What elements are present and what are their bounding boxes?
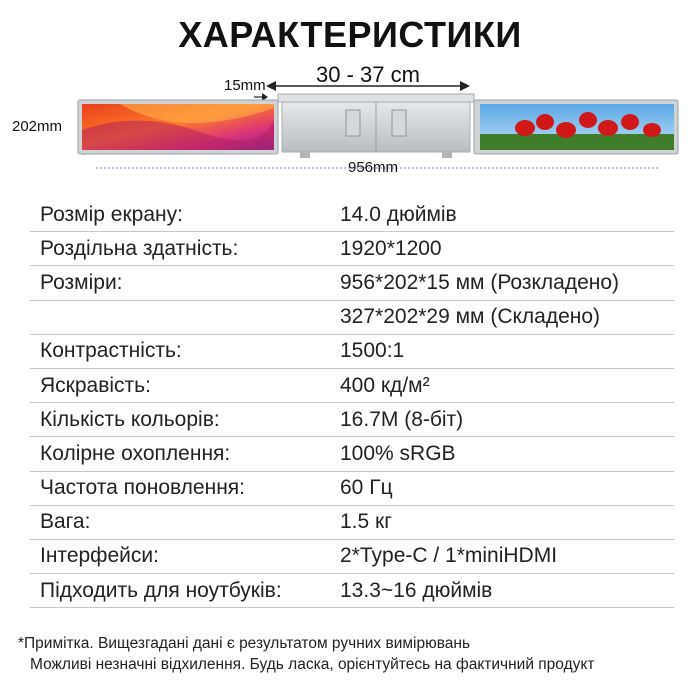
spec-label: Колірне охоплення: — [40, 441, 231, 465]
spec-row — [30, 506, 674, 540]
spec-label: Інтерфейси: — [40, 544, 159, 568]
spec-value: 60 Гц — [340, 476, 393, 500]
spec-row — [30, 472, 674, 506]
spec-value: 1500:1 — [340, 339, 405, 363]
spec-value: 327*202*29 мм (Складено) — [340, 305, 601, 329]
spec-row — [30, 232, 674, 266]
spec-row — [30, 335, 674, 369]
spec-value: 400 кд/м² — [340, 373, 430, 397]
spec-value: 1.5 кг — [340, 510, 392, 534]
depth-label: 15mm — [224, 77, 266, 94]
spec-row — [30, 369, 674, 403]
spec-row — [30, 301, 674, 335]
spec-row — [30, 198, 674, 232]
product-dimension-diagram — [0, 60, 700, 185]
total-width-label: 956mm — [347, 159, 399, 176]
spec-row — [30, 266, 674, 300]
footnote-line-1: *Примітка. Вищезгадані дані є результатом ручних вимірювань — [18, 635, 471, 652]
spec-label: Вага: — [40, 510, 91, 534]
center-hinge — [278, 94, 474, 158]
right-screen — [474, 100, 678, 154]
page-title: ХАРАКТЕРИСТИКИ — [178, 14, 522, 55]
spec-label: Кількість кольорів: — [40, 407, 220, 431]
spec-label: Розмір екрану: — [40, 202, 183, 226]
height-label: 202mm — [12, 118, 63, 135]
footnote — [18, 633, 688, 675]
spec-value: 16.7M (8-біт) — [340, 407, 464, 431]
spec-label: Яскравість: — [40, 373, 151, 397]
spec-row — [30, 574, 674, 608]
spec-value: 13.3~16 дюймів — [340, 578, 493, 602]
spec-label: Розміри: — [40, 270, 123, 294]
spec-row — [30, 403, 674, 437]
spec-label: Підходить для ноутбуків: — [40, 578, 282, 602]
spec-row — [30, 437, 674, 471]
spec-value: 14.0 дюймів — [340, 202, 457, 226]
specifications-table — [30, 198, 674, 608]
footnote-line-2: Можливі незначні відхилення. Будь ласка, орієнтуйтесь на фактичний продукт — [30, 656, 595, 673]
spec-label: Контрастність: — [40, 339, 182, 363]
left-screen — [78, 100, 278, 154]
spec-value: 100% sRGB — [340, 441, 456, 465]
width-label: 30 - 37 cm — [316, 62, 420, 87]
spec-label: Роздільна здатність: — [40, 236, 239, 260]
spec-value: 2*Type-C / 1*miniHDMI — [340, 544, 558, 568]
spec-value: 956*202*15 мм (Розкладено) — [340, 270, 620, 294]
spec-value: 1920*1200 — [340, 236, 442, 260]
spec-label: Частота поновлення: — [40, 476, 246, 500]
spec-row — [30, 540, 674, 574]
